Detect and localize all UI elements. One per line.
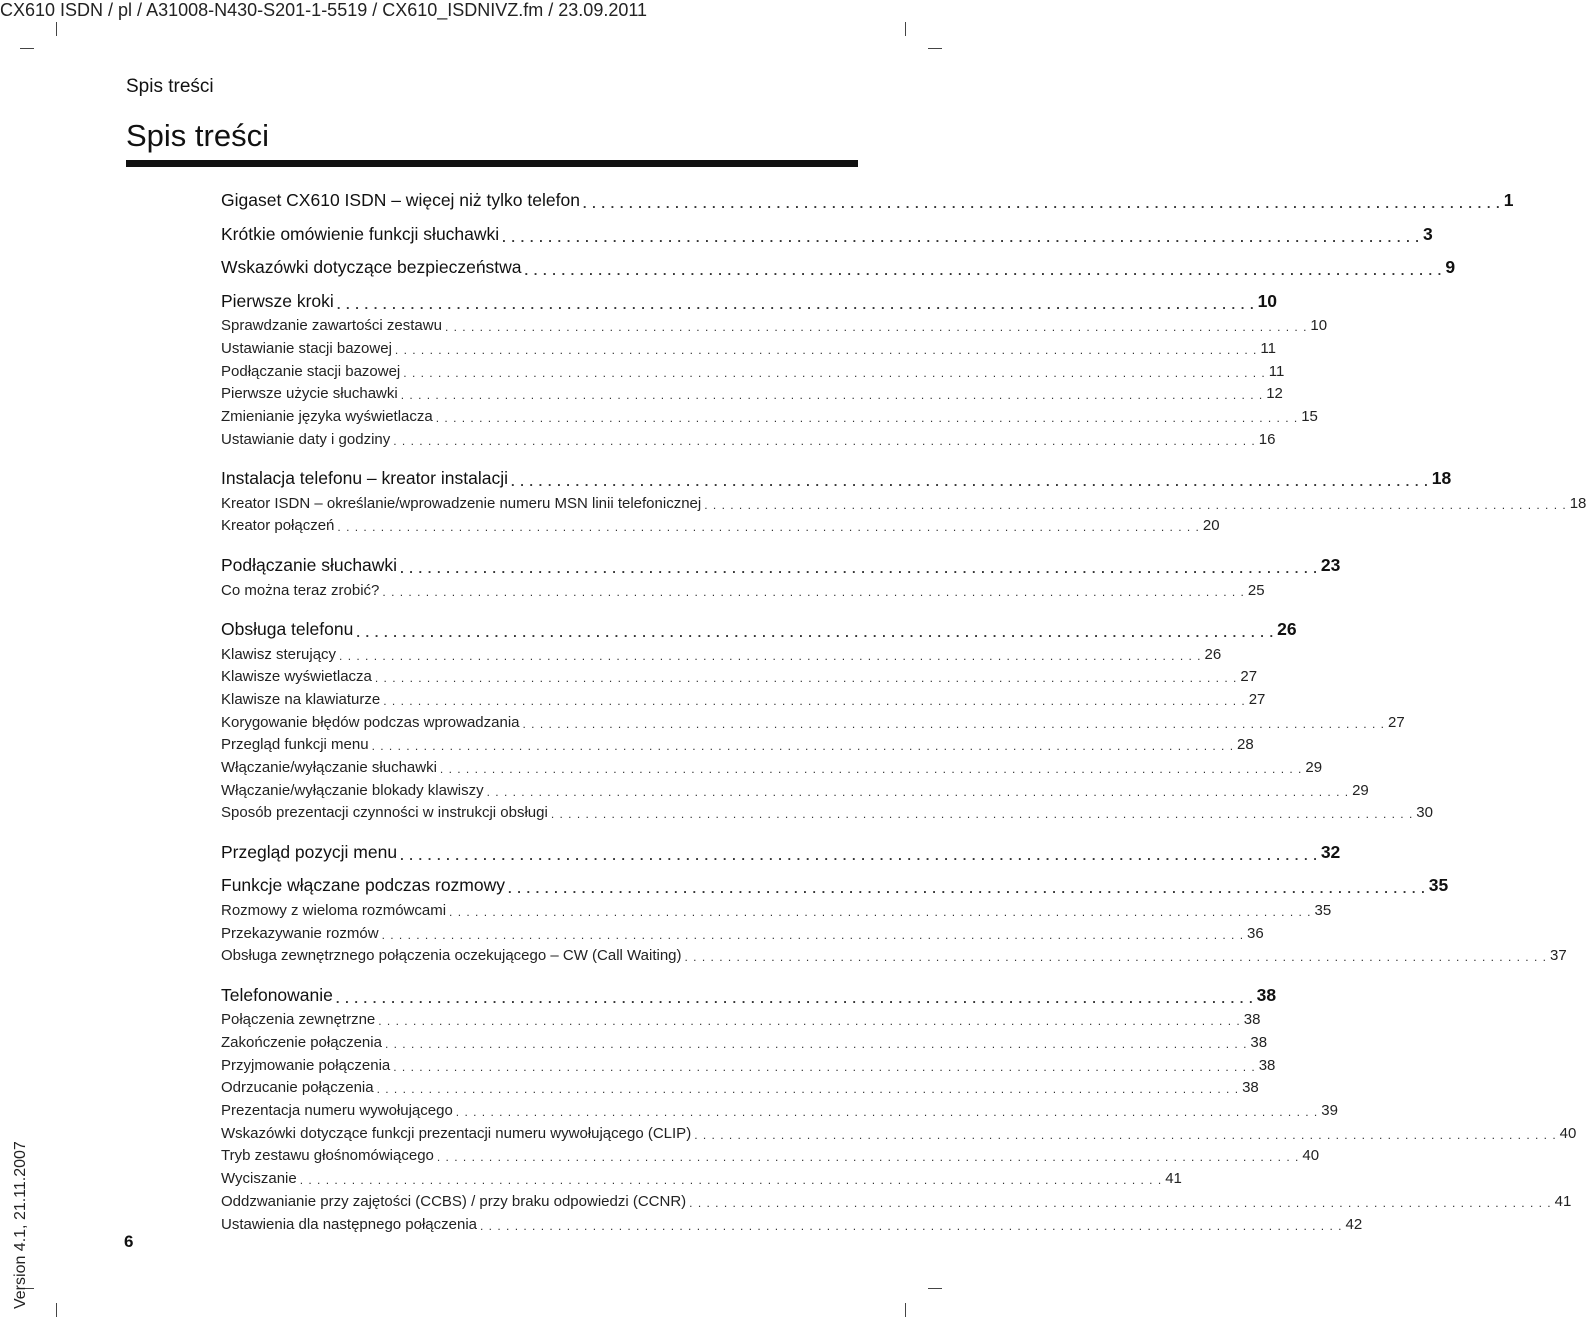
toc-section-entry[interactable] <box>221 1164 1182 1188</box>
toc-leader-dots: . . . . . . . . . . . . . . . . . . . . . . . . . . . . . . . . . . . . . . . . . . . . . . . . . . . . . . . . . . . . . . . . . . . . . . . . . . . . . . . . . . . . . . . . . . . . . . . . . . . . <box>371 739 1235 754</box>
toc-section-entry[interactable] <box>221 1096 1338 1120</box>
toc-leader-dots: . . . . . . . . . . . . . . . . . . . . . . . . . . . . . . . . . . . . . . . . . . . . . . . . . . . . . . . . . . . . . . . . . . . . . . . . . . . . . . . . . . . . . . . . . . . . . . . . . . . . <box>378 1014 1241 1029</box>
toc-leader-dots: . . . . . . . . . . . . . . . . . . . . . . . . . . . . . . . . . . . . . . . . . . . . . . . . . . . . . . . . . . . . . . . . . . . . . . . . . . . . . . . . . . . . . . . . . . . . . . . . . . . . <box>400 847 1318 863</box>
toc-section-entry[interactable] <box>221 1142 1320 1165</box>
toc-section-entry[interactable] <box>221 1051 1276 1074</box>
toc-leader-dots: . . . . . . . . . . . . . . . . . . . . . . . . . . . . . . . . . . . . . . . . . . . . . . . . . . . . . . . . . . . . . . . . . . . . . . . . . . . . . . . . . . . . . . . . . . . . . . . . . . . . <box>335 990 1254 1006</box>
toc-entry-page: 27 <box>1387 713 1405 731</box>
toc-entry-title: Telefonowanie <box>221 984 333 1005</box>
toc-section-entry[interactable] <box>221 919 1264 942</box>
toc-section-entry[interactable] <box>221 312 1328 335</box>
toc-chapter-entry[interactable] <box>221 972 1277 1006</box>
toc-entry-page: 41 <box>1554 1192 1572 1210</box>
toc-entry-page: 38 <box>1242 1079 1259 1097</box>
toc-chapter-entry[interactable] <box>221 178 1514 212</box>
toc-entry-title: Pierwsze kroki <box>221 290 334 311</box>
toc-entry-page: 16 <box>1258 430 1276 448</box>
toc-leader-dots: . . . . . . . . . . . . . . . . . . . . . . . . . . . . . . . . . . . . . . . . . . . . . . . . . . . . . . . . . . . . . . . . . . . . . . . . . . . . . . . . . . . . . . . . . . . . . . . . . . . . <box>444 320 1308 335</box>
toc-entry-title: Klawisz sterujący <box>221 645 337 663</box>
toc-section-entry[interactable] <box>221 576 1265 599</box>
toc-entry-page: 38 <box>1250 1034 1268 1052</box>
toc-section-entry[interactable] <box>221 731 1254 754</box>
toc-section-entry[interactable] <box>221 1006 1261 1029</box>
toc-entry-page: 9 <box>1445 257 1456 278</box>
toc-section-entry[interactable] <box>221 776 1369 799</box>
page-title: Spis treści <box>126 118 269 153</box>
toc-entry-page: 32 <box>1320 841 1341 862</box>
toc-entry-title: Połączenia zewnętrzne <box>221 1011 376 1029</box>
toc-entry-title: Odrzucanie połączenia <box>221 1079 374 1097</box>
toc-section-gap <box>221 964 858 972</box>
toc-entry-title: Wskazówki dotyczące funkcji prezentacji numeru wywołującego (CLIP) <box>221 1124 692 1142</box>
toc-leader-dots: . . . . . . . . . . . . . . . . . . . . . . . . . . . . . . . . . . . . . . . . . . . . . . . . . . . . . . . . . . . . . . . . . . . . . . . . . . . . . . . . . . . . . . . . . . . . . . . . . . . . <box>480 1218 1343 1233</box>
toc-leader-dots: . . . . . . . . . . . . . . . . . . . . . . . . . . . . . . . . . . . . . . . . . . . . . . . . . . . . . . . . . . . . . . . . . . . . . . . . . . . . . . . . . . . . . . . . . . . . . . . . . . . . <box>337 520 1200 535</box>
toc-chapter-entry[interactable] <box>221 607 1297 640</box>
toc-entry-page: 1 <box>1503 190 1514 211</box>
toc-leader-dots: . . . . . . . . . . . . . . . . . . . . . . . . . . . . . . . . . . . . . . . . . . . . . . . . . . . . . . . . . . . . . . . . . . . . . . . . . . . . . . . . . . . . . . . . . . . . . . . . . . . . <box>393 433 1256 448</box>
toc-chapter-entry[interactable] <box>221 829 1341 863</box>
toc-entry-page: 39 <box>1321 1102 1338 1120</box>
toc-entry-title: Przekazywanie rozmów <box>221 924 379 942</box>
toc-entry-page: 29 <box>1352 781 1369 799</box>
toc-entry-title: Pierwsze użycie słuchawki <box>221 385 398 403</box>
toc-chapter-entry[interactable] <box>221 211 1433 245</box>
toc-leader-dots: . . . . . . . . . . . . . . . . . . . . . . . . . . . . . . . . . . . . . . . . . . . . . . . . . . . . . . . . . . . . . . . . . . . . . . . . . . . . . . . . . . . . . . . . . . . . . . . . . . . . <box>508 881 1426 897</box>
toc-section-entry[interactable] <box>221 663 1258 686</box>
crop-mark-top-left-v <box>56 22 57 36</box>
toc-section-entry[interactable] <box>221 357 1285 380</box>
toc-entry-page: 27 <box>1248 690 1266 708</box>
version-label: Version 4.1, 21.11.2007 <box>12 1141 29 1309</box>
toc-entry-page: 23 <box>1320 554 1341 575</box>
toc-entry-page: 10 <box>1310 317 1328 335</box>
toc-section-entry[interactable] <box>221 512 1220 535</box>
toc-leader-dots: . . . . . . . . . . . . . . . . . . . . . . . . . . . . . . . . . . . . . . . . . . . . . . . . . . . . . . . . . . . . . . . . . . . . . . . . . . . . . . . . . . . . . . . . . . . . . . . . . . . . <box>435 411 1299 425</box>
toc-entry-page: 38 <box>1256 984 1277 1005</box>
toc-leader-dots: . . . . . . . . . . . . . . . . . . . . . . . . . . . . . . . . . . . . . . . . . . . . . . . . . . . . . . . . . . . . . . . . . . . . . . . . . . . . . . . . . . . . . . . . . . . . . . . . . . . . <box>356 624 1275 640</box>
toc-entry-title: Obsługa zewnętrznego połączenia oczekującego – CW (Call Waiting) <box>221 947 682 965</box>
toc-entry-title: Co można teraz zrobić? <box>221 581 380 599</box>
toc-entry-title: Kreator ISDN – określanie/wprowadzenie numeru MSN linii telefonicznej <box>221 494 702 512</box>
toc-leader-dots: . . . . . . . . . . . . . . . . . . . . . . . . . . . . . . . . . . . . . . . . . . . . . . . . . . . . . . . . . . . . . . . . . . . . . . . . . . . . . . . . . . . . . . . . . . . . . . . . . . . . <box>403 365 1266 380</box>
toc-entry-page: 20 <box>1202 517 1220 535</box>
toc-leader-dots: . . . . . . . . . . . . . . . . . . . . . . . . . . . . . . . . . . . . . . . . . . . . . . . . . . . . . . . . . . . . . . . . . . . . . . . . . . . . . . . . . . . . . . . . . . . . . . . . . . . . <box>393 1059 1256 1074</box>
toc-entry-page: 38 <box>1258 1056 1276 1074</box>
toc-chapter-entry[interactable] <box>221 278 1278 312</box>
page-number: 6 <box>124 1232 134 1251</box>
toc-entry-page: 26 <box>1277 618 1297 639</box>
toc-leader-dots: . . . . . . . . . . . . . . . . . . . . . . . . . . . . . . . . . . . . . . . . . . . . . . . . . . . . . . . . . . . . . . . . . . . . . . . . . . . . . . . . . . . . . . . . . . . . . . . . . . . . <box>374 671 1238 686</box>
toc-entry-page: 42 <box>1345 1215 1363 1233</box>
toc-entry-page: 25 <box>1247 581 1265 599</box>
toc-section-entry[interactable] <box>221 425 1276 448</box>
toc-section-entry[interactable] <box>221 1074 1259 1097</box>
toc-section-entry[interactable] <box>221 753 1323 777</box>
toc-section-gap <box>221 448 858 456</box>
toc-leader-dots: . . . . . . . . . . . . . . . . . . . . . . . . . . . . . . . . . . . . . . . . . . . . . . . . . . . . . . . . . . . . . . . . . . . . . . . . . . . . . . . . . . . . . . . . . . . . . . . . . . . . <box>449 904 1312 919</box>
toc-leader-dots: . . . . . . . . . . . . . . . . . . . . . . . . . . . . . . . . . . . . . . . . . . . . . . . . . . . . . . . . . . . . . . . . . . . . . . . . . . . . . . . . . . . . . . . . . . . . . . . . . . . . <box>336 296 1255 312</box>
toc-leader-dots: . . . . . . . . . . . . . . . . . . . . . . . . . . . . . . . . . . . . . . . . . . . . . . . . . . . . . . . . . . . . . . . . . . . . . . . . . . . . . . . . . . . . . . . . . . . . . . . . . . . . <box>394 342 1258 357</box>
toc-entry-page: 37 <box>1549 947 1567 965</box>
toc-entry-title: Klawisze wyświetlacza <box>221 668 372 686</box>
toc-section-gap <box>221 599 858 607</box>
toc-entry-page: 28 <box>1237 736 1254 754</box>
toc-leader-dots: . . . . . . . . . . . . . . . . . . . . . . . . . . . . . . . . . . . . . . . . . . . . . . . . . . . . . . . . . . . . . . . . . . . . . . . . . . . . . . . . . . . . . . . . . . . . . . . . . . . . <box>486 784 1350 799</box>
toc-section-entry[interactable] <box>221 1210 1363 1233</box>
toc-chapter-entry[interactable] <box>221 245 1456 279</box>
toc-section-entry[interactable] <box>221 708 1405 731</box>
toc-chapter-entry[interactable] <box>221 542 1341 576</box>
toc-entry-page: 10 <box>1257 290 1278 311</box>
toc-section-entry[interactable] <box>221 1028 1268 1052</box>
toc-leader-dots: . . . . . . . . . . . . . . . . . . . . . . . . . . . . . . . . . . . . . . . . . . . . . . . . . . . . . . . . . . . . . . . . . . . . . . . . . . . . . . . . . . . . . . . . . . . . . . . . . . . . <box>455 1105 1319 1120</box>
toc-leader-dots: . . . . . . . . . . . . . . . . . . . . . . . . . . . . . . . . . . . . . . . . . . . . . . . . . . . . . . . . . . . . . . . . . . . . . . . . . . . . . . . . . . . . . . . . . . . . . . . . . . . . <box>684 950 1547 965</box>
toc-section-entry[interactable] <box>221 380 1283 403</box>
toc-section-entry[interactable] <box>221 1119 1577 1142</box>
toc-section-gap <box>221 534 858 542</box>
toc-leader-dots: . . . . . . . . . . . . . . . . . . . . . . . . . . . . . . . . . . . . . . . . . . . . . . . . . . . . . . . . . . . . . . . . . . . . . . . . . . . . . . . . . . . . . . . . . . . . . . . . . . . . <box>339 648 1202 663</box>
toc-chapter-entry[interactable] <box>221 863 1449 897</box>
toc-leader-dots: . . . . . . . . . . . . . . . . . . . . . . . . . . . . . . . . . . . . . . . . . . . . . . . . . . . . . . . . . . . . . . . . . . . . . . . . . . . . . . . . . . . . . . . . . . . . . . . . . . . . <box>550 807 1414 822</box>
toc-entry-title: Funkcje włączane podczas rozmowy <box>221 875 506 896</box>
toc-leader-dots: . . . . . . . . . . . . . . . . . . . . . . . . . . . . . . . . . . . . . . . . . . . . . . . . . . . . . . . . . . . . . . . . . . . . . . . . . . . . . . . . . . . . . . . . . . . . . . . . . . . . <box>376 1082 1240 1097</box>
toc-entry-title: Włączanie/wyłączanie słuchawki <box>221 759 437 777</box>
toc-leader-dots: . . . . . . . . . . . . . . . . . . . . . . . . . . . . . . . . . . . . . . . . . . . . . . . . . . . . . . . . . . . . . . . . . . . . . . . . . . . . . . . . . . . . . . . . . . . . . . . . . . . . <box>694 1127 1557 1142</box>
crop-mark-top-right-h <box>928 48 942 49</box>
toc-entry-title: Włączanie/wyłączanie blokady klawiszy <box>221 781 484 799</box>
toc-entry-title: Krótkie omówienie funkcji słuchawki <box>221 223 500 244</box>
toc-entry-page: 40 <box>1302 1147 1320 1165</box>
toc-entry-title: Wyciszanie <box>221 1170 297 1188</box>
toc-section-entry[interactable] <box>221 685 1266 708</box>
toc-leader-dots: . . . . . . . . . . . . . . . . . . . . . . . . . . . . . . . . . . . . . . . . . . . . . . . . . . . . . . . . . . . . . . . . . . . . . . . . . . . . . . . . . . . . . . . . . . . . . . . . . . . . <box>381 927 1245 942</box>
toc-entry-page: 11 <box>1268 362 1285 380</box>
toc-leader-dots: . . . . . . . . . . . . . . . . . . . . . . . . . . . . . . . . . . . . . . . . . . . . . . . . . . . . . . . . . . . . . . . . . . . . . . . . . . . . . . . . . . . . . . . . . . . . . . . . . . . . <box>510 474 1429 490</box>
toc-entry-title: Ustawianie stacji bazowej <box>221 339 392 357</box>
toc-entry-page: 26 <box>1204 645 1222 663</box>
toc-leader-dots: . . . . . . . . . . . . . . . . . . . . . . . . . . . . . . . . . . . . . . . . . . . . . . . . . . . . . . . . . . . . . . . . . . . . . . . . . . . . . . . . . . . . . . . . . . . . . . . . . . . . <box>689 1195 1552 1210</box>
toc-entry-title: Przegląd pozycji menu <box>221 841 398 862</box>
toc-entry-title: Korygowanie błędów podczas wprowadzania <box>221 713 520 731</box>
toc-entry-title: Podłączanie stacji bazowej <box>221 362 401 380</box>
toc-entry-title: Tryb zestawu głośnomówiącego <box>221 1147 434 1165</box>
toc-entry-title: Oddzwanianie przy zajętości (CCBS) / przy braku odpowiedzi (CCNR) <box>221 1192 687 1210</box>
toc-leader-dots: . . . . . . . . . . . . . . . . . . . . . . . . . . . . . . . . . . . . . . . . . . . . . . . . . . . . . . . . . . . . . . . . . . . . . . . . . . . . . . . . . . . . . . . . . . . . . . . . . . . . <box>384 1037 1248 1052</box>
toc-leader-dots: . . . . . . . . . . . . . . . . . . . . . . . . . . . . . . . . . . . . . . . . . . . . . . . . . . . . . . . . . . . . . . . . . . . . . . . . . . . . . . . . . . . . . . . . . . . . . . . . . . . . <box>400 388 1264 403</box>
toc-entry-title: Przegląd funkcji menu <box>221 736 369 754</box>
crop-mark-top-left-h <box>20 48 34 49</box>
toc-leader-dots: . . . . . . . . . . . . . . . . . . . . . . . . . . . . . . . . . . . . . . . . . . . . . . . . . . . . . . . . . . . . . . . . . . . . . . . . . . . . . . . . . . . . . . . . . . . . . . . . . . . . <box>436 1150 1300 1165</box>
crop-mark-bottom-left-v <box>56 1303 57 1317</box>
toc-entry-page: 12 <box>1266 385 1283 403</box>
toc-entry-title: Gigaset CX610 ISDN – więcej niż tylko telefon <box>221 190 580 211</box>
toc-entry-title: Przyjmowanie połączenia <box>221 1056 391 1074</box>
toc-leader-dots: . . . . . . . . . . . . . . . . . . . . . . . . . . . . . . . . . . . . . . . . . . . . . . . . . . . . . . . . . . . . . . . . . . . . . . . . . . . . . . . . . . . . . . . . . . . . . . . . . . . . <box>582 196 1501 212</box>
toc-entry-page: 18 <box>1569 494 1586 512</box>
toc-entry-page: 27 <box>1240 668 1258 686</box>
toc-section-gap <box>221 821 858 829</box>
file-info-header: CX610 ISDN / pl / A31008-N430-S201-1-5519 / CX610_ISDNIVZ.fm / 23.09.2011 <box>0 0 648 20</box>
toc-section-entry[interactable] <box>221 334 1276 357</box>
toc-entry-page: 18 <box>1431 468 1452 489</box>
toc-entry-title: Prezentacja numeru wywołującego <box>221 1102 453 1120</box>
toc-entry-title: Instalacja telefonu – kreator instalacji <box>221 468 508 489</box>
running-head: Spis treści <box>126 76 214 97</box>
crop-mark-bottom-right-h <box>928 1288 942 1289</box>
toc-entry-page: 30 <box>1416 804 1433 822</box>
toc-entry-title: Kreator połączeń <box>221 517 335 535</box>
crop-mark-bottom-right-v <box>905 1303 906 1317</box>
toc-entry-title: Ustawianie daty i godziny <box>221 430 391 448</box>
toc-entry-title: Ustawienia dla następnego połączenia <box>221 1215 478 1233</box>
toc-section-entry[interactable] <box>221 489 1586 512</box>
title-rule <box>126 160 858 167</box>
toc-leader-dots: . . . . . . . . . . . . . . . . . . . . . . . . . . . . . . . . . . . . . . . . . . . . . . . . . . . . . . . . . . . . . . . . . . . . . . . . . . . . . . . . . . . . . . . . . . . . . . . . . . . . <box>439 762 1303 777</box>
toc-leader-dots: . . . . . . . . . . . . . . . . . . . . . . . . . . . . . . . . . . . . . . . . . . . . . . . . . . . . . . . . . . . . . . . . . . . . . . . . . . . . . . . . . . . . . . . . . . . . . . . . . . . . <box>502 229 1420 245</box>
toc-entry-title: Rozmowy z wieloma rozmówcami <box>221 901 447 919</box>
toc-entry-page: 15 <box>1301 408 1318 425</box>
toc-leader-dots: . . . . . . . . . . . . . . . . . . . . . . . . . . . . . . . . . . . . . . . . . . . . . . . . . . . . . . . . . . . . . . . . . . . . . . . . . . . . . . . . . . . . . . . . . . . . . . . . . . . . <box>704 497 1567 512</box>
toc-section-entry[interactable] <box>221 896 1332 919</box>
toc-entry-page: 40 <box>1559 1124 1577 1142</box>
crop-mark-top-right-v <box>905 22 906 36</box>
toc-entry-page: 35 <box>1428 875 1449 896</box>
toc-entry-title: Zmienianie języka wyświetlacza <box>221 408 433 425</box>
toc-entry-page: 11 <box>1260 339 1276 357</box>
toc-section-entry[interactable] <box>221 1187 1572 1210</box>
toc-entry-page: 38 <box>1243 1011 1261 1029</box>
toc-leader-dots: . . . . . . . . . . . . . . . . . . . . . . . . . . . . . . . . . . . . . . . . . . . . . . . . . . . . . . . . . . . . . . . . . . . . . . . . . . . . . . . . . . . . . . . . . . . . . . . . . . . . <box>524 263 1443 279</box>
toc-leader-dots: . . . . . . . . . . . . . . . . . . . . . . . . . . . . . . . . . . . . . . . . . . . . . . . . . . . . . . . . . . . . . . . . . . . . . . . . . . . . . . . . . . . . . . . . . . . . . . . . . . . . <box>299 1173 1163 1188</box>
toc-entry-title: Klawisze na klawiaturze <box>221 690 381 708</box>
toc-section-entry[interactable] <box>221 799 1433 822</box>
toc-section-entry[interactable] <box>221 640 1222 663</box>
toc-leader-dots: . . . . . . . . . . . . . . . . . . . . . . . . . . . . . . . . . . . . . . . . . . . . . . . . . . . . . . . . . . . . . . . . . . . . . . . . . . . . . . . . . . . . . . . . . . . . . . . . . . . . <box>400 560 1318 576</box>
table-of-contents <box>221 178 1586 1233</box>
toc-section-entry[interactable] <box>221 942 1567 965</box>
toc-entry-title: Wskazówki dotyczące bezpieczeństwa <box>221 257 522 278</box>
toc-entry-title: Podłączanie słuchawki <box>221 554 398 575</box>
toc-leader-dots: . . . . . . . . . . . . . . . . . . . . . . . . . . . . . . . . . . . . . . . . . . . . . . . . . . . . . . . . . . . . . . . . . . . . . . . . . . . . . . . . . . . . . . . . . . . . . . . . . . . . <box>522 716 1385 731</box>
toc-entry-page: 35 <box>1314 901 1332 919</box>
toc-entry-title: Sposób prezentacji czynności w instrukcji obsługi <box>221 804 548 822</box>
toc-entry-title: Sprawdzanie zawartości zestawu <box>221 317 442 335</box>
toc-entry-page: 3 <box>1422 223 1433 244</box>
toc-leader-dots: . . . . . . . . . . . . . . . . . . . . . . . . . . . . . . . . . . . . . . . . . . . . . . . . . . . . . . . . . . . . . . . . . . . . . . . . . . . . . . . . . . . . . . . . . . . . . . . . . . . . <box>383 693 1246 708</box>
toc-section-entry[interactable] <box>221 402 1318 425</box>
toc-entry-page: 29 <box>1305 759 1323 777</box>
toc-entry-title: Obsługa telefonu <box>221 618 354 639</box>
toc-leader-dots: . . . . . . . . . . . . . . . . . . . . . . . . . . . . . . . . . . . . . . . . . . . . . . . . . . . . . . . . . . . . . . . . . . . . . . . . . . . . . . . . . . . . . . . . . . . . . . . . . . . . <box>382 584 1245 599</box>
toc-entry-page: 41 <box>1165 1170 1182 1188</box>
toc-chapter-entry[interactable] <box>221 456 1452 490</box>
toc-entry-page: 36 <box>1247 924 1264 942</box>
toc-entry-title: Zakończenie połączenia <box>221 1034 382 1052</box>
